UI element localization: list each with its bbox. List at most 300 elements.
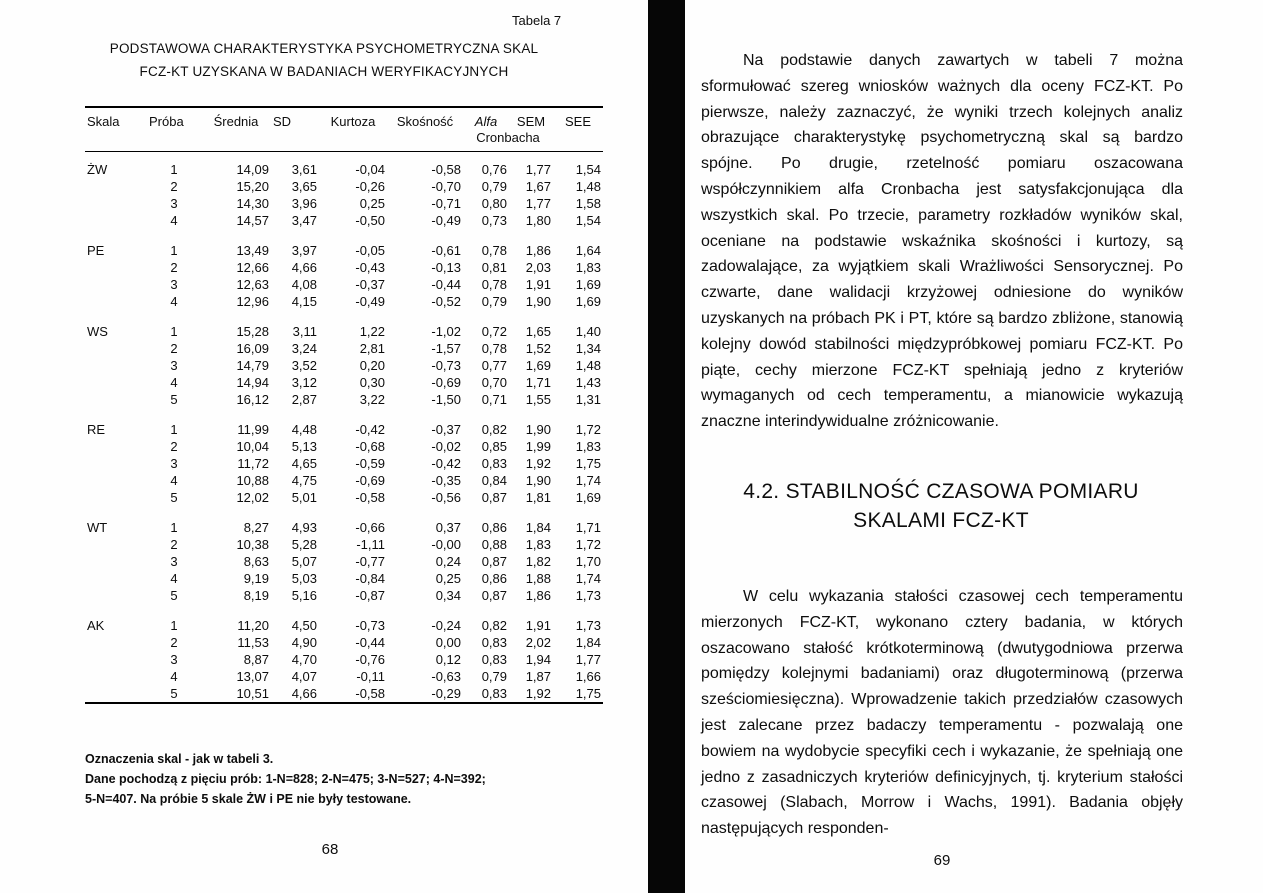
- scale-cell: [85, 178, 147, 195]
- note-line-1: Oznaczenia skal - jak w tabeli 3.: [85, 752, 274, 766]
- value-cell: 0,30: [359, 375, 385, 390]
- value-cell: -0,49: [431, 213, 461, 228]
- value-cell: 3,52: [291, 358, 317, 373]
- value-cell: -0,44: [355, 635, 385, 650]
- value-cell: -0,70: [431, 179, 461, 194]
- value-cell: 0,24: [435, 554, 461, 569]
- value-cell: -0,44: [431, 277, 461, 292]
- value-cell: 12,63: [236, 277, 269, 292]
- header-proba: Próba: [149, 114, 184, 129]
- value-cell: 8,19: [243, 588, 269, 603]
- value-cell: -0,58: [355, 686, 385, 701]
- section-heading: [685, 477, 1197, 535]
- value-cell: 5,13: [291, 439, 317, 454]
- value-cell: 0,78: [481, 277, 507, 292]
- table-row: [85, 276, 603, 293]
- value-cell: 5,16: [291, 588, 317, 603]
- value-cell: 4: [170, 473, 178, 488]
- value-cell: 1,84: [525, 520, 551, 535]
- value-cell: 1,77: [525, 162, 551, 177]
- book-gutter-shadow: [648, 0, 685, 893]
- value-cell: 2: [170, 179, 178, 194]
- value-cell: -0,00: [431, 537, 461, 552]
- value-cell: 4: [170, 669, 178, 684]
- value-cell: 1,88: [525, 571, 551, 586]
- value-cell: -0,56: [431, 490, 461, 505]
- value-cell: 10,88: [236, 473, 269, 488]
- value-cell: 1,87: [525, 669, 551, 684]
- value-cell: -0,13: [431, 260, 461, 275]
- value-cell: 1,73: [575, 618, 601, 633]
- table-row: [85, 587, 603, 604]
- value-cell: 2,02: [525, 635, 551, 650]
- value-cell: -0,71: [431, 196, 461, 211]
- value-cell: 1,69: [525, 358, 551, 373]
- value-cell: 1,84: [575, 635, 601, 650]
- table-row: [85, 229, 603, 259]
- value-cell: 0,83: [481, 456, 507, 471]
- value-cell: 1,83: [525, 537, 551, 552]
- value-cell: 4: [170, 294, 178, 309]
- table-row: [85, 604, 603, 634]
- table-row: [85, 178, 603, 195]
- value-cell: 0,79: [481, 179, 507, 194]
- value-cell: 4,50: [291, 618, 317, 633]
- value-cell: 0,72: [481, 324, 507, 339]
- value-cell: 4: [170, 571, 178, 586]
- table-row: [85, 553, 603, 570]
- header-sd: SD: [273, 114, 292, 129]
- value-cell: 0,76: [481, 162, 507, 177]
- value-cell: 0,37: [435, 520, 461, 535]
- value-cell: 16,12: [236, 392, 269, 407]
- value-cell: 0,79: [481, 669, 507, 684]
- scale-cell: RE: [87, 422, 106, 437]
- table-notes: [85, 749, 585, 809]
- value-cell: 11,72: [237, 456, 269, 471]
- scale-cell: [85, 651, 147, 668]
- value-cell: -0,69: [355, 473, 385, 488]
- value-cell: 16,09: [236, 341, 269, 356]
- value-cell: 5: [170, 392, 178, 407]
- value-cell: 1,43: [575, 375, 601, 390]
- value-cell: 1: [170, 618, 178, 633]
- value-cell: 1,69: [575, 490, 601, 505]
- value-cell: 1,71: [525, 375, 551, 390]
- value-cell: -0,84: [355, 571, 385, 586]
- value-cell: -1,57: [431, 341, 461, 356]
- value-cell: 1,72: [575, 422, 601, 437]
- value-cell: -0,02: [431, 439, 461, 454]
- table-row: [85, 408, 603, 438]
- value-cell: 10,04: [236, 439, 269, 454]
- value-cell: 15,28: [236, 324, 269, 339]
- value-cell: 0,86: [481, 571, 507, 586]
- table-row: [85, 570, 603, 587]
- value-cell: 4,15: [291, 294, 317, 309]
- value-cell: 0,78: [481, 243, 507, 258]
- table-row: [85, 374, 603, 391]
- value-cell: -0,42: [431, 456, 461, 471]
- value-cell: 0,86: [481, 520, 507, 535]
- value-cell: -0,76: [355, 652, 385, 667]
- value-cell: 1,73: [575, 588, 601, 603]
- header-skala: Skala: [87, 114, 120, 129]
- table-row: [85, 212, 603, 229]
- value-cell: 1,86: [525, 243, 551, 258]
- table-row: [85, 472, 603, 489]
- value-cell: 3,12: [291, 375, 317, 390]
- scale-cell: [85, 634, 147, 651]
- table-title-line1: PODSTAWOWA CHARAKTERYSTYKA PSYCHOMETRYCZNA SKAL: [109, 41, 539, 56]
- scale-cell: [85, 472, 147, 489]
- value-cell: 1: [170, 324, 178, 339]
- value-cell: 1,65: [525, 324, 551, 339]
- table-row: [85, 310, 603, 340]
- value-cell: 0,73: [481, 213, 507, 228]
- table-row: [85, 506, 603, 536]
- table-row: [85, 489, 603, 506]
- value-cell: 4,75: [291, 473, 317, 488]
- value-cell: 0,25: [435, 571, 461, 586]
- paragraph-stability: W celu wykazania stałości czasowej cech temperamentu mierzonych FCZ-KT, wykonano cztery badania, w których oszacowano stałość krótkoterminową (dwutygodniowa przerwa pomiędzy kolejnymi badaniami) oraz długoterminową (przerwa sześciomiesięczna). Wprowadzenie takich przedziałów czasowych jest zalecane przez badaczy temperamentu - pozwalają one bowiem na wydobycie specyfiki cech i wykazanie, że spełniają one jedno z zasadniczych kryteriów definicyjnych, tj. kryterium stałości czasowej (Slabach, Morrow i Wachs, 1991). Badania objęły następujących responden-: [701, 588, 1183, 838]
- value-cell: 1: [170, 162, 178, 177]
- value-cell: 8,63: [243, 554, 269, 569]
- paragraph-conclusions: Na podstawie danych zawartych w tabeli 7 można sformułować szereg wniosków ważnych dla oceny FCZ-KT. Po pierwsze, należy zaznaczyć, że wyniki trzech kolejnych analiz obrazujące charakterystykę psychometryczną skal są bardzo spójne. Po drugie, rzetelność pomiaru oszacowana współczynnikiem alfa Cronbacha jest satysfakcjonująca dla wszystkich skal. Po trzecie, parametry rozkładów wyników skal, oceniane na podstawie wskaźnika skośności i kurtozy, są zadowalające, za wyjątkiem skali Wrażliwości Sensorycznej. Po czwarte, dane walidacji krzyżowej odniesione do wyników uzyskanych na próbach PK i PT, które są bardzo zbliżone, stanowią kolejny dowód stabilności międzypróbkowej pomiaru FCZ-KT. Po piąte, cechy mierzone FCZ-KT spełniają jedno z kryteriów wymaganych od cech temperamentu, a mianowicie wykazują znaczne interindywidualne zróżnicowanie.: [701, 52, 1183, 431]
- value-cell: 1,69: [575, 294, 601, 309]
- header-skosnosc: Skośność: [396, 114, 454, 129]
- value-cell: 1,75: [575, 456, 601, 471]
- value-cell: 11,53: [237, 635, 269, 650]
- value-cell: -0,11: [356, 669, 385, 684]
- value-cell: 1,82: [525, 554, 551, 569]
- value-cell: 0,77: [481, 358, 507, 373]
- scale-cell: ŻW: [87, 162, 108, 177]
- value-cell: 1,34: [575, 341, 601, 356]
- value-cell: 1,91: [525, 277, 551, 292]
- scale-cell: [85, 536, 147, 553]
- value-cell: 1,83: [575, 260, 601, 275]
- section-heading-line2: SKALAMI FCZ-KT: [853, 509, 1029, 532]
- scale-cell: [85, 553, 147, 570]
- value-cell: 0,25: [359, 196, 385, 211]
- value-cell: 2: [170, 341, 178, 356]
- value-cell: 0,83: [481, 652, 507, 667]
- value-cell: 3: [170, 652, 178, 667]
- value-cell: -1,11: [356, 537, 385, 552]
- value-cell: 1,75: [575, 686, 601, 701]
- scale-cell: WT: [87, 520, 108, 535]
- value-cell: 0,88: [481, 537, 507, 552]
- value-cell: 1,77: [525, 196, 551, 211]
- table-subheader-row: [85, 130, 603, 152]
- note-line-2: Dane pochodzą z pięciu prób: 1-N=828; 2-N=475; 3-N=527; 4-N=392;: [85, 772, 486, 786]
- value-cell: -1,02: [431, 324, 461, 339]
- value-cell: -0,24: [431, 618, 461, 633]
- value-cell: 1,64: [575, 243, 601, 258]
- value-cell: 1,31: [575, 392, 601, 407]
- value-cell: 1,92: [525, 686, 551, 701]
- subheader-spacer-2: [553, 130, 603, 152]
- value-cell: 1,77: [575, 652, 601, 667]
- value-cell: 11,99: [237, 422, 269, 437]
- value-cell: 5: [170, 588, 178, 603]
- value-cell: 3,11: [292, 324, 317, 339]
- value-cell: 4,08: [291, 277, 317, 292]
- value-cell: -0,58: [431, 162, 461, 177]
- scale-cell: [85, 195, 147, 212]
- value-cell: 3,22: [359, 392, 385, 407]
- value-cell: 0,84: [481, 473, 507, 488]
- value-cell: 1,92: [525, 456, 551, 471]
- table-row: [85, 668, 603, 685]
- value-cell: 1: [170, 520, 178, 535]
- value-cell: 3,61: [291, 162, 317, 177]
- subheader-spacer: [85, 130, 463, 152]
- value-cell: 2,03: [525, 260, 551, 275]
- value-cell: 0,87: [481, 490, 507, 505]
- value-cell: 10,51: [236, 686, 269, 701]
- value-cell: 14,57: [236, 213, 269, 228]
- table-row: [85, 391, 603, 408]
- value-cell: -0,35: [431, 473, 461, 488]
- table-number-label: Tabela 7: [512, 13, 562, 28]
- value-cell: 4,07: [291, 669, 317, 684]
- value-cell: 1,81: [525, 490, 551, 505]
- value-cell: 0,83: [481, 686, 507, 701]
- scale-cell: [85, 212, 147, 229]
- value-cell: 11,20: [237, 618, 269, 633]
- value-cell: 2: [170, 260, 178, 275]
- value-cell: 14,79: [236, 358, 269, 373]
- value-cell: -0,61: [431, 243, 461, 258]
- value-cell: -0,42: [355, 422, 385, 437]
- value-cell: 1,86: [525, 588, 551, 603]
- value-cell: 5,03: [291, 571, 317, 586]
- value-cell: -0,66: [355, 520, 385, 535]
- value-cell: 4,70: [291, 652, 317, 667]
- value-cell: -0,68: [355, 439, 385, 454]
- value-cell: 1,91: [525, 618, 551, 633]
- value-cell: 5,28: [291, 537, 317, 552]
- scale-cell: [85, 293, 147, 310]
- value-cell: 13,07: [236, 669, 269, 684]
- scale-cell: [85, 340, 147, 357]
- value-cell: 2,81: [359, 341, 385, 356]
- table-title-line2: FCZ-KT UZYSKANA W BADANIACH WERYFIKACYJNYCH: [139, 64, 509, 79]
- value-cell: 4,66: [291, 260, 317, 275]
- value-cell: -0,49: [355, 294, 385, 309]
- value-cell: 4,48: [291, 422, 317, 437]
- value-cell: -0,52: [431, 294, 461, 309]
- value-cell: 4: [170, 375, 178, 390]
- value-cell: 1,80: [525, 213, 551, 228]
- value-cell: 1,94: [525, 652, 551, 667]
- value-cell: 0,80: [481, 196, 507, 211]
- value-cell: 2,87: [291, 392, 317, 407]
- value-cell: 0,71: [481, 392, 507, 407]
- value-cell: 0,82: [481, 618, 507, 633]
- header-sem: SEM: [516, 114, 546, 129]
- value-cell: 0,78: [481, 341, 507, 356]
- header-kurtoza: Kurtoza: [330, 114, 376, 129]
- scale-cell: WS: [87, 324, 108, 339]
- table-row: [85, 651, 603, 668]
- value-cell: 3,65: [291, 179, 317, 194]
- value-cell: 1,54: [575, 213, 601, 228]
- value-cell: 3: [170, 358, 178, 373]
- value-cell: 3: [170, 277, 178, 292]
- value-cell: 8,27: [243, 520, 269, 535]
- value-cell: 0,87: [481, 554, 507, 569]
- table-header: [85, 107, 603, 152]
- value-cell: -0,87: [355, 588, 385, 603]
- value-cell: 1,54: [575, 162, 601, 177]
- value-cell: 1,72: [575, 537, 601, 552]
- scale-cell: [85, 489, 147, 506]
- page-number-right: 69: [933, 852, 951, 869]
- value-cell: -0,69: [431, 375, 461, 390]
- scale-cell: AK: [87, 618, 105, 633]
- scale-cell: [85, 587, 147, 604]
- table-row: [85, 357, 603, 374]
- value-cell: 0,70: [481, 375, 507, 390]
- value-cell: 4,93: [291, 520, 317, 535]
- value-cell: -1,50: [431, 392, 461, 407]
- scale-cell: PE: [87, 243, 105, 258]
- value-cell: 0,82: [481, 422, 507, 437]
- value-cell: 15,20: [236, 179, 269, 194]
- value-cell: 2: [170, 635, 178, 650]
- table-row: [85, 634, 603, 651]
- value-cell: 3: [170, 456, 178, 471]
- value-cell: 1,99: [525, 439, 551, 454]
- note-line-3: 5-N=407. Na próbie 5 skale ŻW i PE nie były testowane.: [85, 792, 412, 806]
- value-cell: 2: [170, 439, 178, 454]
- value-cell: -0,50: [355, 213, 385, 228]
- value-cell: -0,73: [431, 358, 461, 373]
- value-cell: 1,48: [575, 179, 601, 194]
- value-cell: 1,40: [575, 324, 601, 339]
- section-heading-line1: 4.2. STABILNOŚĆ CZASOWA POMIARU: [743, 480, 1139, 503]
- value-cell: 1,74: [575, 473, 601, 488]
- value-cell: 14,30: [236, 196, 269, 211]
- value-cell: 4,90: [291, 635, 317, 650]
- table-row: [85, 152, 603, 179]
- value-cell: -0,29: [431, 686, 461, 701]
- value-cell: 1,66: [575, 669, 601, 684]
- value-cell: 3,24: [291, 341, 317, 356]
- subheader-cronbacha: Cronbacha: [476, 130, 540, 145]
- scale-cell: [85, 570, 147, 587]
- value-cell: 0,87: [481, 588, 507, 603]
- table-row: [85, 536, 603, 553]
- value-cell: -0,77: [355, 554, 385, 569]
- value-cell: -0,63: [431, 669, 461, 684]
- table-row: [85, 455, 603, 472]
- table-title: [38, 37, 610, 83]
- value-cell: 1: [170, 422, 178, 437]
- value-cell: -0,37: [431, 422, 461, 437]
- table-body: [85, 152, 603, 704]
- table-row: [85, 340, 603, 357]
- value-cell: 12,02: [236, 490, 269, 505]
- value-cell: -0,04: [355, 162, 385, 177]
- value-cell: 0,85: [481, 439, 507, 454]
- scale-cell: [85, 668, 147, 685]
- value-cell: 4,66: [291, 686, 317, 701]
- value-cell: -0,59: [355, 456, 385, 471]
- value-cell: 0,20: [359, 358, 385, 373]
- value-cell: 4: [170, 213, 178, 228]
- value-cell: 5,01: [291, 490, 317, 505]
- scale-cell: [85, 374, 147, 391]
- scale-cell: [85, 438, 147, 455]
- header-see: SEE: [564, 114, 591, 129]
- value-cell: 14,94: [236, 375, 269, 390]
- value-cell: -0,58: [355, 490, 385, 505]
- scale-cell: [85, 391, 147, 408]
- table-row: [85, 438, 603, 455]
- psychometric-table: [85, 106, 603, 704]
- value-cell: -0,05: [355, 243, 385, 258]
- value-cell: 2: [170, 537, 178, 552]
- value-cell: 3: [170, 554, 178, 569]
- value-cell: 1,55: [525, 392, 551, 407]
- page-number-left: 68: [321, 841, 339, 858]
- value-cell: -0,43: [355, 260, 385, 275]
- right-page: [685, 0, 1263, 893]
- header-srednia: Średnia: [213, 114, 259, 129]
- table-row: [85, 685, 603, 703]
- value-cell: 1,90: [525, 473, 551, 488]
- value-cell: 3: [170, 196, 178, 211]
- value-cell: -0,73: [355, 618, 385, 633]
- value-cell: 12,96: [236, 294, 269, 309]
- value-cell: 1,83: [575, 439, 601, 454]
- value-cell: 1,58: [575, 196, 601, 211]
- table-row: [85, 259, 603, 276]
- value-cell: 13,49: [236, 243, 269, 258]
- scale-cell: [85, 357, 147, 374]
- scale-cell: [85, 259, 147, 276]
- value-cell: 1,90: [525, 422, 551, 437]
- table-header-row: [85, 107, 603, 130]
- value-cell: 10,38: [236, 537, 269, 552]
- value-cell: 1,74: [575, 571, 601, 586]
- value-cell: 1,67: [525, 179, 551, 194]
- value-cell: -0,26: [355, 179, 385, 194]
- value-cell: 14,09: [236, 162, 269, 177]
- value-cell: 3,47: [291, 213, 317, 228]
- scale-cell: [85, 455, 147, 472]
- value-cell: -0,37: [355, 277, 385, 292]
- value-cell: 12,66: [236, 260, 269, 275]
- value-cell: 9,19: [243, 571, 269, 586]
- value-cell: 0,79: [481, 294, 507, 309]
- value-cell: 0,34: [435, 588, 461, 603]
- value-cell: 5,07: [291, 554, 317, 569]
- value-cell: 0,00: [435, 635, 461, 650]
- header-alfa: Alfa: [474, 114, 498, 129]
- value-cell: 1,70: [575, 554, 601, 569]
- table-row: [85, 195, 603, 212]
- scale-cell: [85, 276, 147, 293]
- value-cell: 4,65: [291, 456, 317, 471]
- scale-cell: [85, 685, 147, 703]
- value-cell: 8,87: [243, 652, 269, 667]
- value-cell: 0,81: [481, 260, 507, 275]
